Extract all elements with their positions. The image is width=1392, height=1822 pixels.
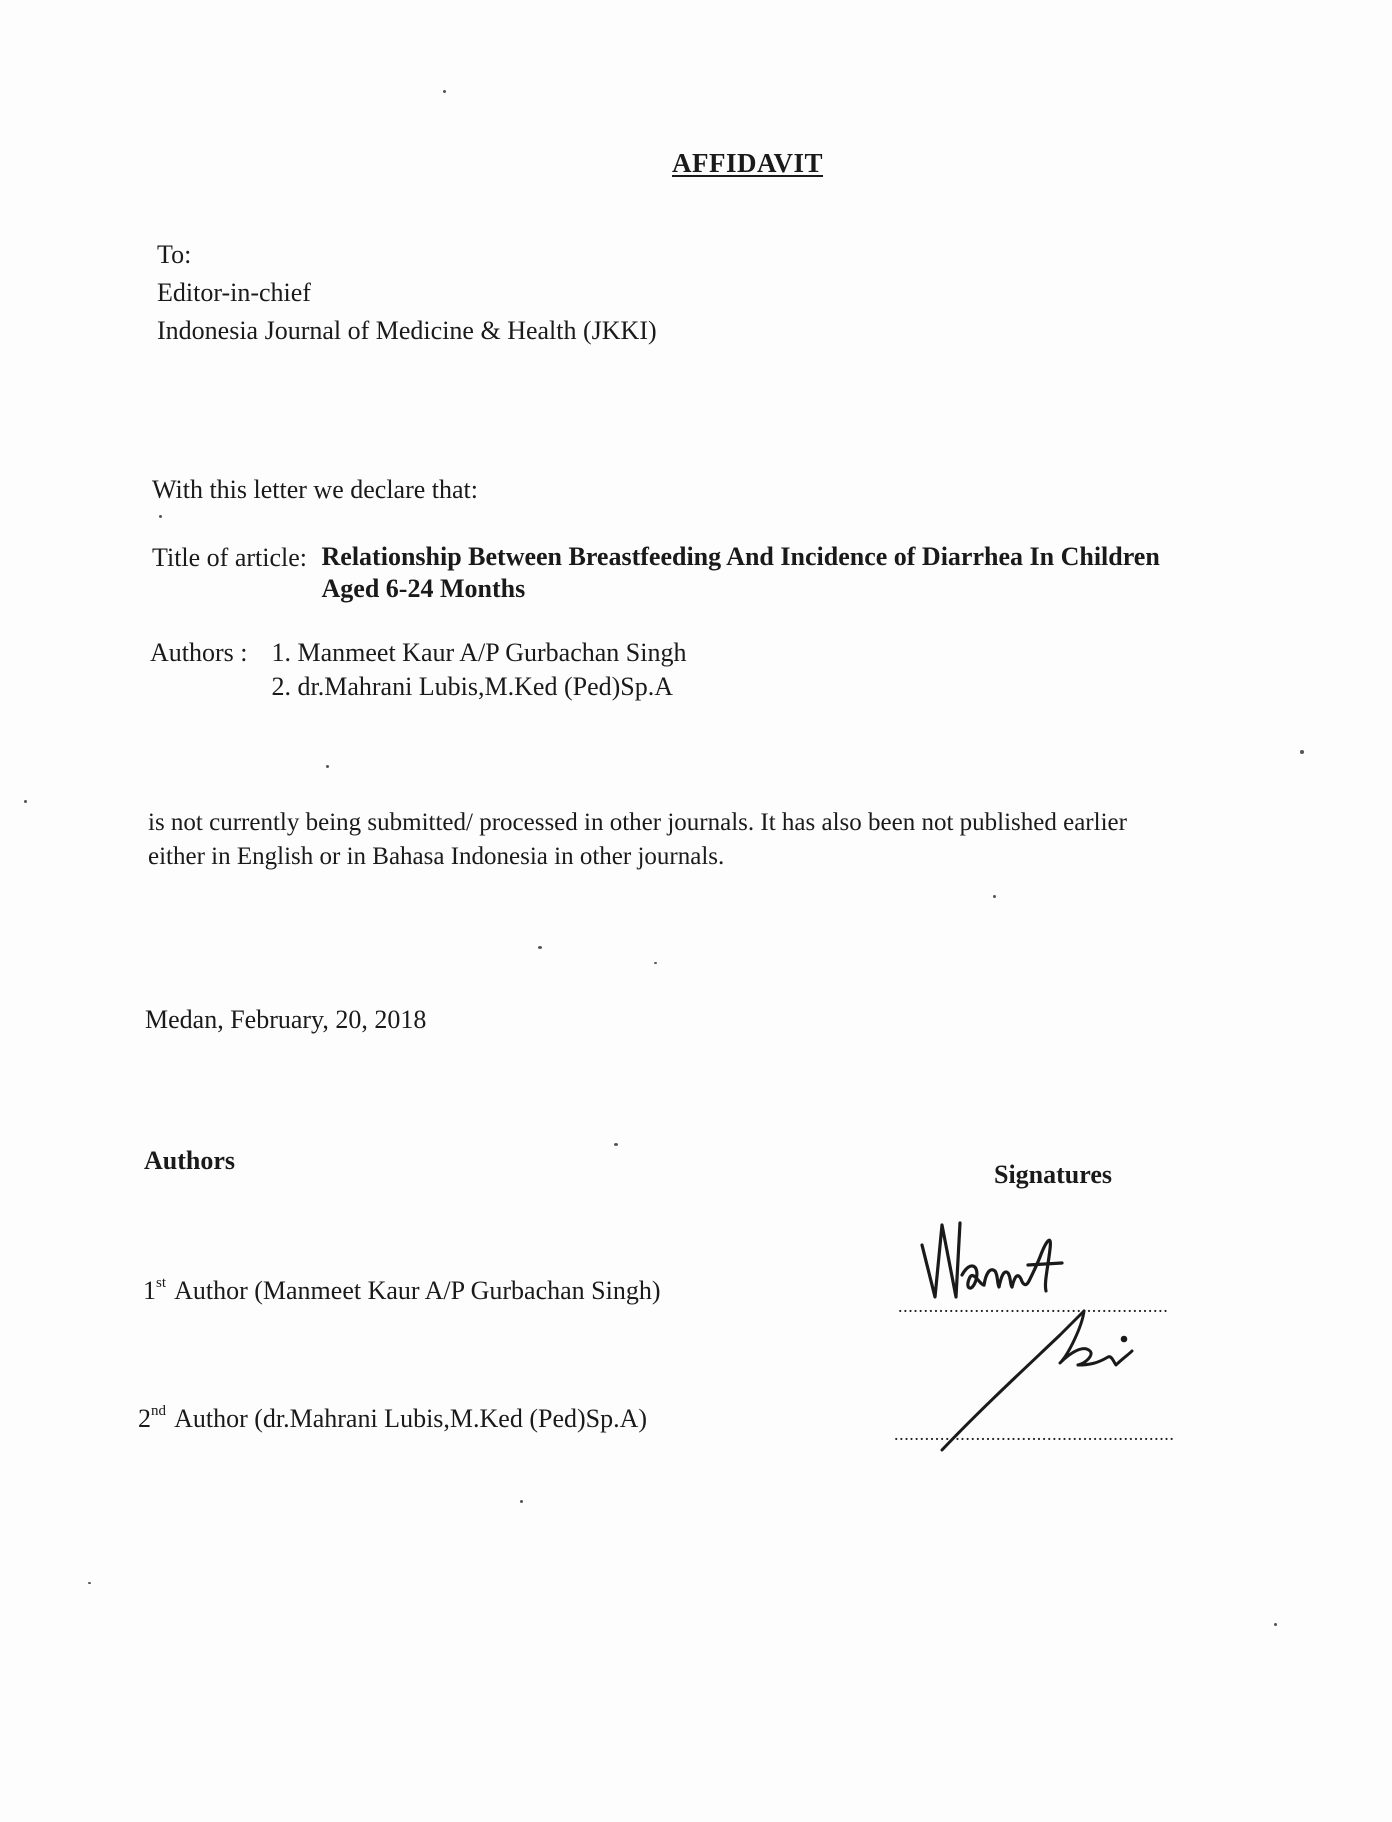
signature-line-2: ....................................................... (894, 1424, 1175, 1444)
signature-line-1: ..................................................... (898, 1296, 1169, 1316)
scan-speck (159, 515, 162, 518)
author-list-item-2: 2. dr.Mahrani Lubis,M.Ked (Ped)Sp.A (271, 672, 674, 701)
declaration-intro: With this letter we declare that: (152, 475, 478, 504)
scan-speck (520, 1500, 523, 1503)
article-title-text (322, 541, 1160, 605)
scan-speck (1274, 1623, 1277, 1626)
handwritten-signature-2-icon (942, 1311, 1132, 1450)
signer-1-ordinal-suffix: st (156, 1275, 167, 1291)
signer-2-line (138, 1403, 647, 1434)
article-title-label: Title of article: (152, 543, 308, 572)
signer-2-ordinal-suffix: nd (151, 1403, 166, 1419)
scan-speck (538, 946, 542, 949)
scan-speck (24, 800, 27, 803)
document-title: AFFIDAVIT (672, 148, 824, 178)
scan-speck (326, 765, 329, 768)
handwritten-signature-1-icon (922, 1223, 1062, 1297)
signatures-drawing (900, 1205, 1200, 1465)
statement-line-1: is not currently being submitted/ processed in other journals. It has also been not published earlier (148, 809, 1127, 836)
author-list-item-1: 1. Manmeet Kaur A/P Gurbachan Singh (271, 638, 687, 667)
statement-line-2: either in English or in Bahasa Indonesia in other journals. (148, 843, 725, 870)
scan-speck (614, 1143, 618, 1146)
signer-2-ordinal: 2 (138, 1404, 151, 1433)
recipient-block (157, 238, 657, 352)
scan-speck (1300, 750, 1304, 754)
recipient-to: To: (157, 240, 192, 269)
article-title-line-2: Aged 6-24 Months (321, 574, 526, 603)
article-title-block (152, 541, 1160, 605)
scan-speck (443, 90, 446, 93)
recipient-journal: Indonesia Journal of Medicine & Health (JKKI) (157, 316, 657, 345)
authors-heading: Authors (144, 1146, 236, 1175)
signer-1-ordinal: 1 (143, 1276, 156, 1305)
recipient-role: Editor-in-chief (157, 278, 311, 307)
authors-list-block (150, 636, 686, 704)
article-title-line-1: Relationship Between Breastfeeding And Incidence of Diarrhea In Children (321, 542, 1160, 571)
authors-label: Authors : (150, 638, 248, 667)
signatures-heading: Signatures (994, 1160, 1112, 1189)
place-date: Medan, February, 20, 2018 (145, 1005, 427, 1034)
signer-1-line (143, 1275, 661, 1306)
scan-speck (88, 1582, 91, 1584)
scan-speck (654, 962, 657, 964)
signer-1-text: Author (Manmeet Kaur A/P Gurbachan Singh) (169, 1276, 661, 1305)
authors-list (272, 636, 687, 704)
signer-2-text: Author (dr.Mahrani Lubis,M.Ked (Ped)Sp.A) (169, 1404, 648, 1433)
statement-paragraph (148, 806, 1288, 874)
scan-speck (993, 895, 996, 898)
